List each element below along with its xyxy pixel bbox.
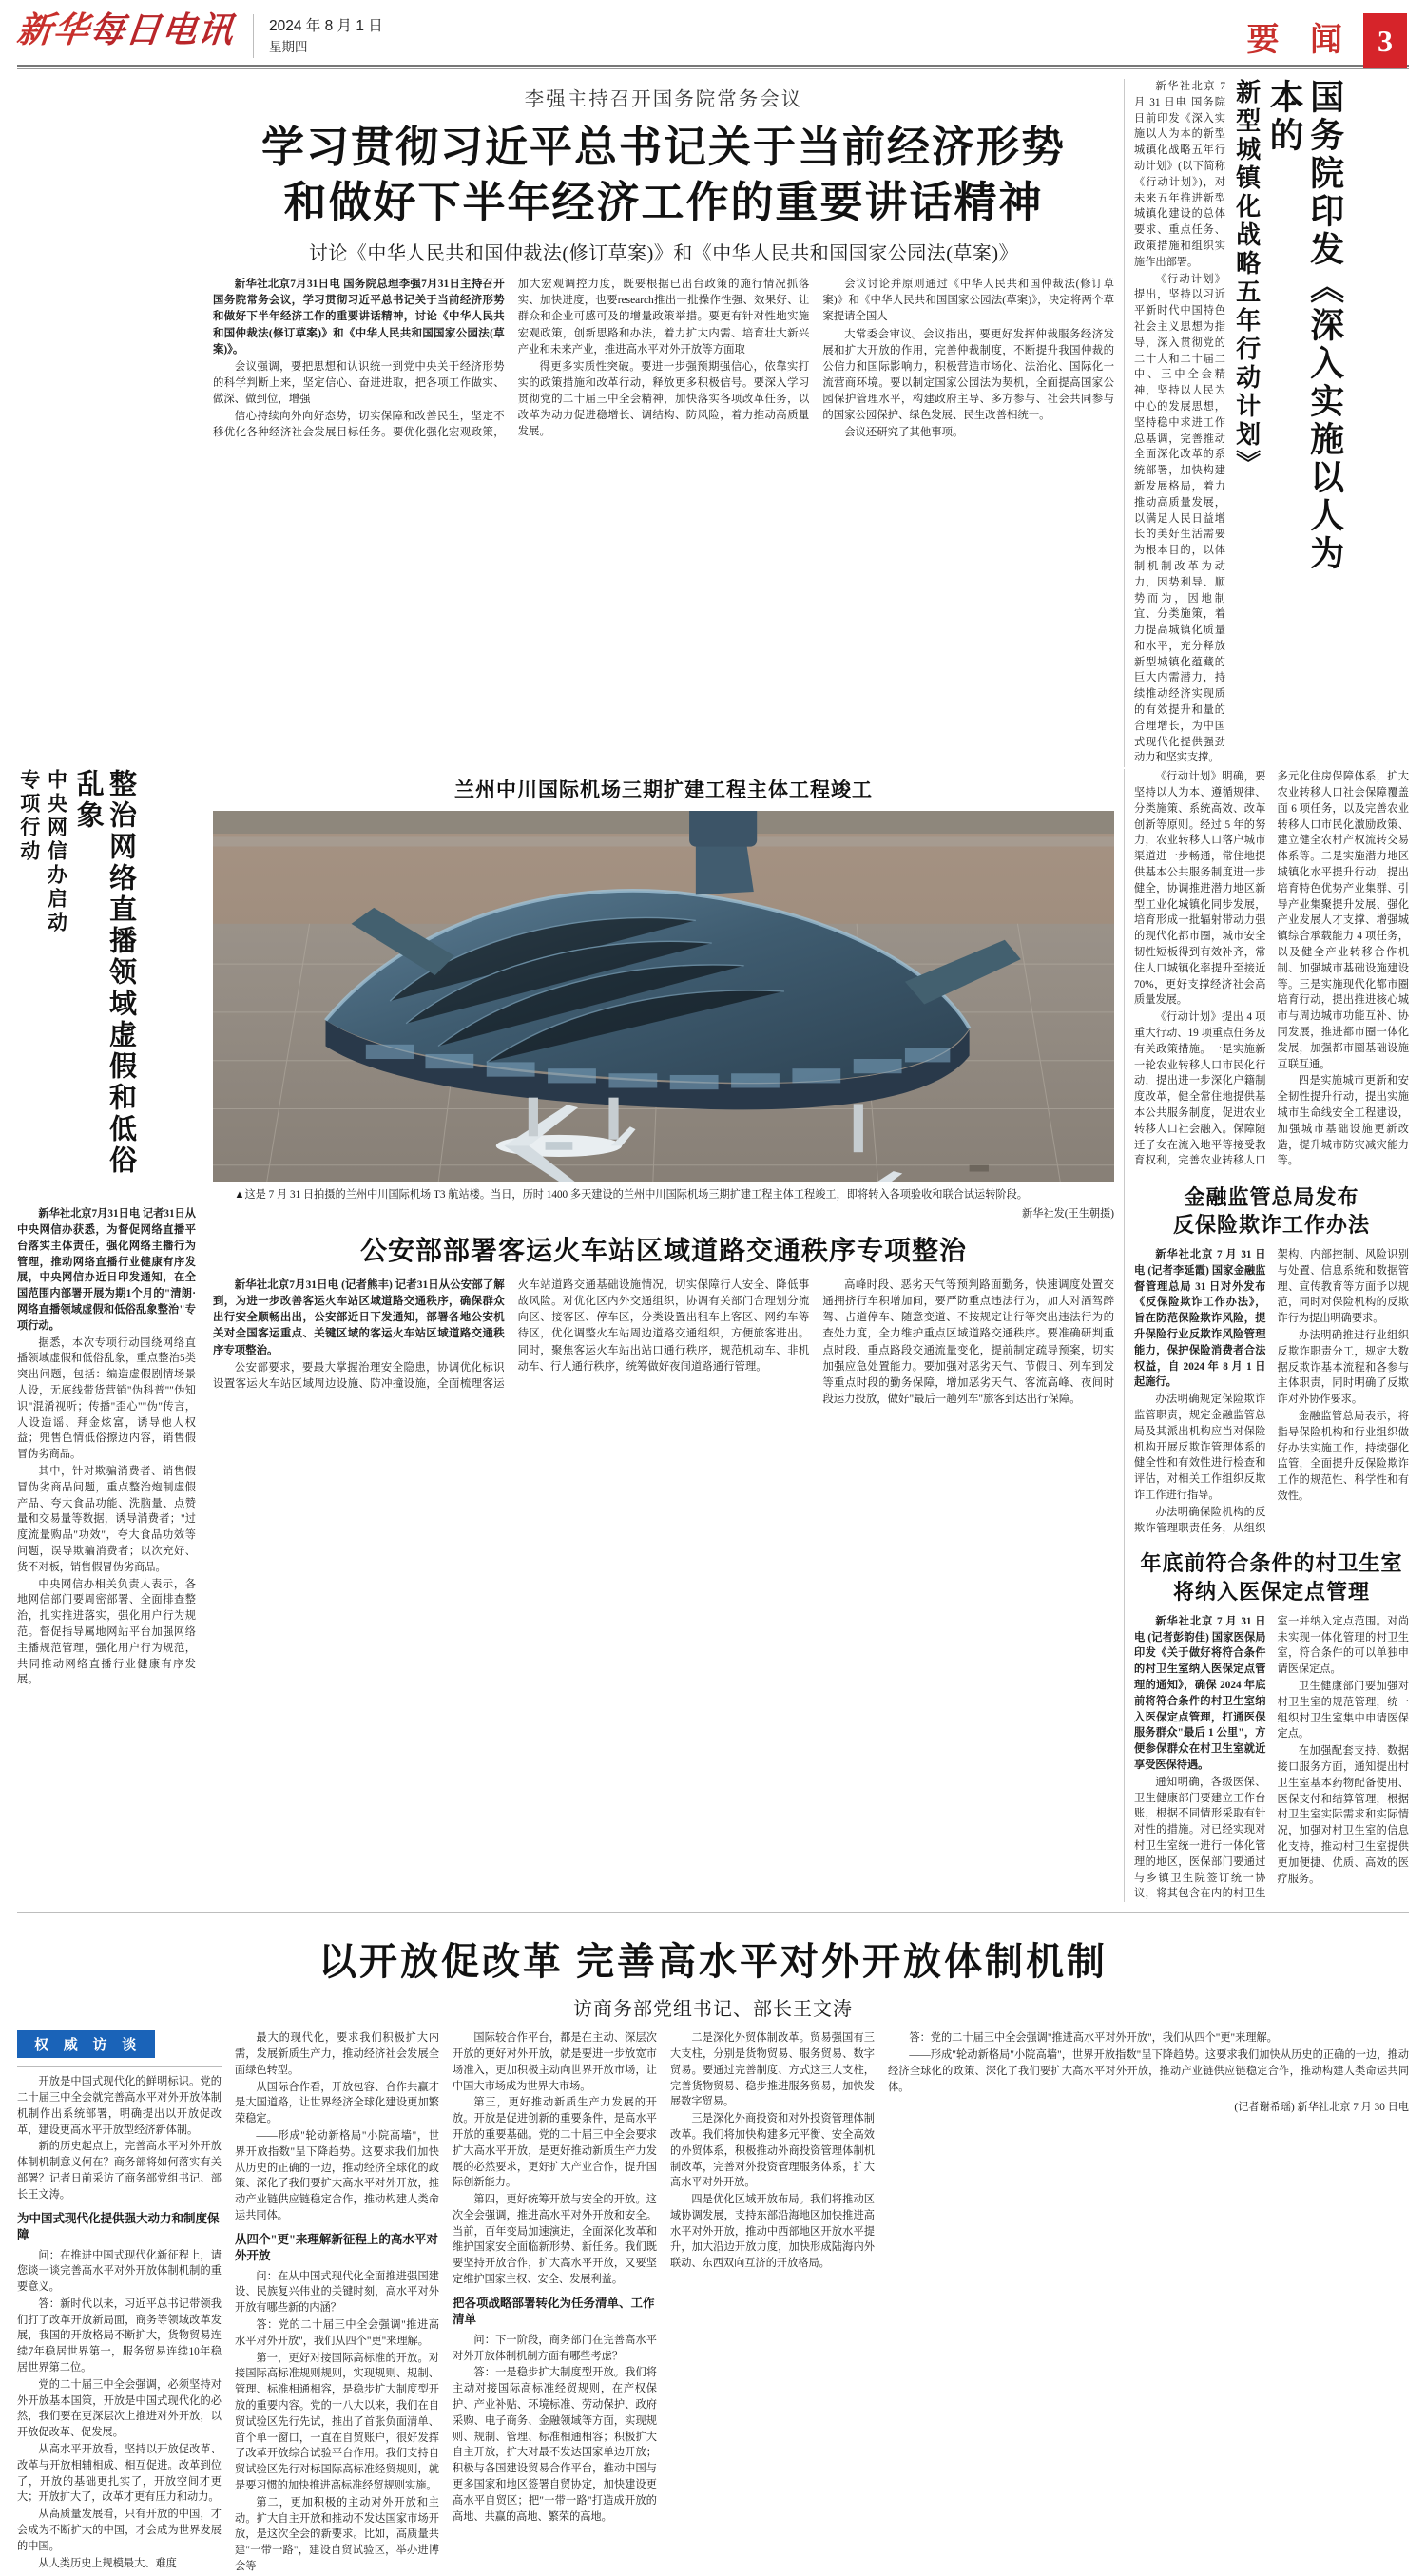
- interview-paragraph: 二是深化外贸体制改革。贸易强国有三大支柱，分别是货物贸易、服务贸易、数字贸易。要通过完善制度、方式这三大支柱，完善货物贸易、稳步推进服务贸易，加快发展数字贸易。: [670, 2032, 875, 2108]
- interview-paragraph: ——形成"轮动新格局"小院高墙"，世界开放指数"呈下降趋势。这要求我们加快从历史的正确的一边，推动经济全球化的政策、深化了我们要扩大高水平对外开放，推动产业链供应链稳定合作，推动构建人类命运共同体。: [235, 2129, 439, 2221]
- interview-paragraph: 问：在从中国式现代化全面推进强国建设、民族复兴伟业的关键时刻，高水平对外开放有哪些新的内涵？: [235, 2270, 439, 2315]
- middle-column: [203, 79, 1124, 767]
- authority-interview-badge: 权 威 访 谈: [17, 2030, 155, 2058]
- interview-paragraph: 从国际合作看，开放包容、合作共赢才是大国道路，让世界经济全球化建设更加繁荣稳定。: [235, 2081, 439, 2125]
- masthead: [14, 0, 1409, 65]
- interview-col5-body: [453, 2030, 657, 2288]
- masthead-rule-thin: [17, 68, 1409, 69]
- left-story-body: [17, 1206, 196, 1688]
- left-vtitle-main: 整治网络直播领域虚假和低俗乱象: [72, 769, 136, 1178]
- interview-paragraph: 三是深化外商投资和对外投资管理体制改革。我们将加快构建多元平衡、安全高效的外贸体系，积极推动外商投资管理体制机制改革，完善对外投资管理服务体系，扩大高水平对外开放。: [670, 2113, 875, 2189]
- left-vertical-titles: [17, 769, 137, 1206]
- police-body: [213, 1278, 1114, 1408]
- health-headline: [1134, 1549, 1409, 1605]
- right-body: [1134, 769, 1409, 1169]
- airport-photo-svg: [213, 811, 1114, 1182]
- photo-title: 兰州中川国际机场三期扩建工程主体工程竣工: [454, 779, 873, 802]
- logo-part2: 每日电讯: [87, 11, 237, 50]
- interview-col-2: [235, 2030, 439, 2576]
- health-paragraph: 卫生健康部门要加强对村卫生室的规范管理，统一组织村卫生室集中申请医保定点。: [1277, 1680, 1409, 1740]
- airport-photo: [213, 811, 1114, 1182]
- interview-paragraph: 问：在推进中国式现代化新征程上，请您谈一谈完善高水平对外开放体制机制的重要意义。: [17, 2249, 222, 2294]
- interview-col-1: [17, 2030, 222, 2576]
- interview-col-last-body: [888, 2030, 1409, 2095]
- finance-body: [1134, 1247, 1409, 1536]
- interview-paragraph: 党的二十届三中全会强调，必须坚持对外开放基本国策，开放是中国式现代化的必然，我们要在更深层次上推进对外开放，以开放促改革、促发展。: [17, 2378, 222, 2439]
- newspaper-logo: [14, 11, 237, 50]
- interview-col4-body: [235, 2269, 439, 2575]
- masthead-divider: [253, 14, 254, 58]
- left-vtitle-label: 专项行动: [17, 769, 41, 865]
- health-headline-line1: 年底前符合条件的村卫生室: [1140, 1551, 1403, 1576]
- interview-paragraph: 最大的现代化，要求我们积极扩大内需，发展新质生产力，推动经济社会发展全面绿色转型。: [235, 2032, 439, 2076]
- publication-date: 2024 年 8 月 1 日: [269, 18, 383, 34]
- finance-paragraph: 新华社北京 7 月 31 日电 (记者李延霞) 国家金融监督管理总局 31 日对外发布《反保险欺诈工作办法》，旨在防范保险欺诈风险，提升保险行业反欺诈风险管理能力，保护保险消费者合法权益，自 2024 年 8 月 1 日起施行。: [1134, 1249, 1266, 1389]
- interview-end-credit: (记者谢希瑶) 新华社北京 7 月 30 日电: [1234, 2102, 1409, 2114]
- interview-paragraph: 从高水平开放看，坚持以开放促改革、改革与开放相辅相成、相互促进。改革到位了，开放的基础更扎实了，开放空间才更大；开放扩大了，改革才更有压力和动力。: [17, 2444, 222, 2504]
- right-top-block: [1134, 79, 1409, 767]
- interview-paragraph: 国际较合作平台，都是在主动、深层次开放的更好对外开放，就是要进一步放宽市场准入，更加积极主动向世界开放市场，让中国大市场成为世界大市场。: [453, 2032, 657, 2092]
- interview-paragraph: 四是优化区域开放布局。我们将推动区域协调发展，支持东部沿海地区加快推进高水平对外开放，推动中西部地区开放水平提升，加大沿边开放力度，加快形成陆海内外联动、东西双向互济的开放格局。: [670, 2194, 875, 2270]
- lead-paragraph: 大常委会审议。会议指出，要更好发挥仲裁服务经济发展和扩大开放的作用，完善仲裁制度，不断提升我国仲裁的公信力和国际影响力，积极营造市场化、法治化、国际化一流营商环境。要以制定国家公园法为契机，全面提高国家公园保护管理水平，构建政府主导、多方参与、社会共同参与的国家公园保护、绿色发展、民生改善相统一。: [822, 328, 1114, 422]
- top-grid: [17, 79, 1409, 767]
- health-paragraph: 通知明确，各级医保、卫生健康部门要建立工作台账，根据不同情形采取有针对性的措施。对已经实现对村卫生室统一进行一体化管理的地区，医保部门要通过与乡镇卫生院签订统一协议，将其包含在内的村卫生室一并纳入定点范围。对尚未实现一体化管理的村卫生室，符合条件的可以单独申请医保定点。: [1134, 1615, 1409, 1900]
- lead-paragraph: 会议强调，要把思想和认识统一到党中央关于经济形势的科学判断上来，坚定信心、奋进进取，把各项工作做实、做深、做到位，增强: [213, 360, 505, 405]
- lead-headline-line1: 学习贯彻习近平总书记关于当前经济形势: [260, 124, 1066, 171]
- interview-col-4: [670, 2030, 875, 2576]
- lead-kicker: 李强主持召开国务院常务会议: [524, 88, 803, 110]
- interview-col3-body: [235, 2030, 439, 2224]
- left-story-paragraph: 其中，针对欺骗消费者、销售假冒伪劣商品问题，重点整治炮制虚假产品、夸大食品功能、洗脑量、点赞量和交易量等数据，诱导消费者；"过度流量购品"功效"，夸大食品功效等问题，误导欺骗消费者；以次充好、货不对板，销售假冒伪劣商品。: [17, 1466, 196, 1573]
- page-number-badge: 3: [1363, 13, 1407, 68]
- photo-story: [203, 769, 1124, 1902]
- right-intro-text: [1134, 79, 1225, 767]
- lead-paragraph: 得更多实质性突破。要进一步强预期强信心，依靠实打实的政策措施和改革行动，释放更多积极信号。要深入学习贯彻党的二十届三中全会精神，加快落实各项改革任务，以改革为动力促进稳增长、调结构、防风险，着力推动高质量发展。: [517, 360, 810, 438]
- interview-col6-body: [453, 2333, 657, 2526]
- finance-headline: [1134, 1183, 1409, 1240]
- health-body: [1134, 1614, 1409, 1902]
- police-paragraph: 新华社北京7月31日电 (记者熊丰) 记者31日从公安部了解到，为进一步改善客运火车站区域道路交通秩序，确保群众出行安全顺畅出出，公安部近日下发通知，部署各地公安机关对全国客运重点、关键区域的客运火车站区域道路交通秩序专项整治。: [213, 1279, 505, 1356]
- interview-paragraph: 答：新时代以来，习近平总书记带领我们打了改革开放新局面，商务等领域改革发展，我国的开放格局不断扩大，货物贸易连续7年稳居世界第一，服务贸易连续10年稳居世界第二位。: [17, 2297, 222, 2374]
- logo-part1: 新华: [14, 11, 92, 50]
- interview-paragraph: 从人类历史上规模最大、难度: [38, 2557, 177, 2569]
- right-vtitle-2: 新型城镇化战略五年行动计划》: [1232, 79, 1261, 478]
- right-paragraph: 四是实施城市更新和安全韧性提升行动，提出实施城市生命线安全工程建设，加强城市基础设施更新改造，提升城市防灾减灾能力等。: [1277, 1075, 1409, 1167]
- police-headline: 公安部部署客运火车站区域道路交通秩序专项整治: [359, 1237, 967, 1267]
- interview-col-5: [888, 2030, 1409, 2576]
- left-story: [17, 769, 203, 1902]
- interview-paragraph: 第二，更加积极的主动对外开放和主动。扩大自主开放和推动不发达国家市场开放，是这次全会的新要求。比如，高质量共建"一带一路"，建设自贸试验区，举办进博会等: [235, 2496, 439, 2573]
- left-story-paragraph: 中央网信办相关负责人表示，各地网信部门要周密部署、全面排查整治，扎实推进落实，强化用户行为规范。督促指导属地网站平台加强网络主播规范管理，强化用户行为规范，共同推动网络直播行业健康有序发展。: [17, 1578, 196, 1686]
- lead-subhead: 讨论《中华人民共和国仲裁法(修订草案)》和《中华人民共和国国家公园法(草案)》: [308, 243, 1019, 265]
- interview-paragraph: 问：下一阶段，商务部门在完善高水平对外开放体制机制方面有哪些考虑？: [453, 2334, 657, 2362]
- lead-paragraph: 会议讨论并原则通过《中华人民共和国仲裁法(修订草案)》和《中华人民共和国国家公园法(草案)》，决定将两个草案提请全国人: [822, 279, 1114, 323]
- police-paragraph: 高峰时段、恶劣天气等预判路面勤务，快速调度处置交通拥挤行车积增加间，要严防重点违法行为，加大对酒驾醉驾、占道停车、随意变道、不按规定让行等突出违法行为的查处力度，全力维护重点区域道路交通秩序。要准确研判重点时段、重点路段交通流量变化，提前制定疏导预案，切实加强应急处置能力。要加强对恶劣天气、节假日、列车到发等重点时段的勤务保障，增加恶劣天气、客流高峰、夜间时段运力投放，做好"最后一趟列车"旅客到达出行保障。: [822, 1279, 1114, 1405]
- interview-col4-heading: 从四个"更"来理解新征程上的高水平对外开放: [235, 2232, 438, 2263]
- lead-paragraph: 会议还研究了其他事项。: [844, 427, 964, 439]
- interview-section: [17, 1912, 1409, 2576]
- middle-band: [17, 769, 1409, 1902]
- left-vtitle-sub: 中央网信办启动: [45, 769, 68, 936]
- publication-weekday: 星期四: [269, 40, 308, 55]
- photo-credit: 新华社发(王生朝摄): [1022, 1208, 1114, 1221]
- interview-paragraph: ——形成"轮动新格局"小院高墙"，世界开放指数"呈下降趋势。这要求我们加快从历史的正确的一边，推动经济全球化的政策、深化了我们要扩大高水平对外开放，推动产业链供应链稳定合作，推动构建人类命运共同体。: [888, 2048, 1409, 2093]
- lead-headline-line2: 和做好下半年经济工作的重要讲话精神: [283, 178, 1044, 226]
- police-paragraph: 公安部要求，要最大掌握治理安全隐患，协调优化标识设置客运火车站区域周边设施、防冲撞设施，全面梳理客运火车站道路交通基础设施情况，切实保障行人安全、降低事故风险。对优化区内外交通组织，协调有关部门合理划分流向区、接客区、停车区，分类设置出租车上客区、网约车等待区，优化调整火车站周边道路交通组织，方便旅客进出。同时，聚焦客运火车站出站口通行秩序，规范机动车、非机动车、行人通行秩序，统筹做好夜间道路通行管理。: [213, 1279, 810, 1390]
- section-indicator: [1247, 13, 1410, 68]
- interview-grid: [17, 2030, 1409, 2576]
- interview-paragraph: 第四，更好统筹开放与安全的开放。这次全会强调，推进高水平对外开放和安全。当前，百年变局加速演进，全面深化改革和维护国家安全面临新形势、新任务。我们既要坚持开放合作，扩大高水平开放，又要坚定维护国家主权、安全、发展利益。: [453, 2194, 657, 2286]
- interview-paragraph: 第三，更好推动新质生产力发展的开放。开放是促进创新的重要条件，是高水平开放的重要基础。党的二十届三中全会要求扩大高水平开放，是更好推动新质生产力发展的必然要求，更好扩大产业合作，提升国际创新能力。: [453, 2097, 657, 2189]
- right-vertical-headline: [1231, 79, 1345, 573]
- interview-paragraph: 答：一是稳步扩大制度型开放。我们将主动对接国际高标准经贸规则，在产权保护、产业补贴、环境标准、劳动保护、政府采购、电子商务、金融领域等方面，实现规则、规制、管理、标准相通相容；积极扩大自主开放，扩大对最不发达国家单边开放；积极与各国建设贸易合作平台，推动中国与更多国家和地区签署自贸协定，加快建设更高水平自贸区；把"一带一路"打造成开放的高地、共赢的高地、繁荣的高地。: [453, 2367, 657, 2523]
- interview-paragraph: 答：党的二十届三中全会强调"推进高水平对外开放"，我们从四个"更"来理解。: [909, 2032, 1278, 2045]
- right-paragraph: 《行动计划》明确，要坚持以人为本、遵循规律、分类施策、系统高效、改革创新等原则。经过 5 年的努力，农业转移人口落户城市渠道进一步畅通，常住地提供基本公共服务制度进一步健全，协调推进潜力地区新型工业化城镇化同步发展，培育形成一批辐射带动力强的现代化都市圈，城市安全韧性短板得到有效补齐，常住人口城镇化率提升至接近 70%，更好支撑经济社会高质量发展。: [1134, 771, 1266, 1007]
- health-paragraph: 新华社北京 7 月 31 日电 (记者彭韵佳) 国家医保局印发《关于做好将符合条件的村卫生室纳入医保定点管理的通知》，确保 2024 年底前将符合条件的村卫生室纳入医保定点管理，打通医保服务群众"最后 1 公里"，方便参保群众在村卫生室就近享受医保待遇。: [1134, 1615, 1266, 1771]
- finance-paragraph: 金融监管总局表示，将指导保险机构和行业组织做好办法实施工作，持续强化监管，全面提升反保险欺诈工作的规范性、科学性和有效性。: [1277, 1411, 1409, 1503]
- finance-headline-line2: 反保险欺诈工作办法: [1172, 1213, 1370, 1238]
- lead-paragraph: 信心持续向外向好态势，切实保障和改善民生，坚定不移优化各种经济社会发展目标任务。要优化强化宏观政策，加大宏观调控力度，既要根据已出台政策的施行情况抓落实、加快进度，也要research推出一批操作性强、效果好、让群众和企业可感可及的增量政策举措。要更有针对性地实施宏观政策，创新思路和办法，着力扩大内需、培育壮大新兴产业和未来产业，推进高水平对外开放等方面取: [213, 279, 810, 439]
- finance-paragraph: 办法明确规定保险欺诈监管职责，规定金融监管总局及其派出机构应当对保险机构开展反欺诈管理体系的健全性和有效性进行检查和评估，对相关工作组织反欺诈工作进行指导。: [1134, 1394, 1266, 1502]
- right-intro-paragraph: 《行动计划》提出，坚持以习近平新时代中国特色社会主义思想为指导，深入贯彻党的二十大和二十届二中、三中全会精神，坚持以人民为中心的发展思想，坚持稳中求进工作总基调，完善推动全面深化改革的系统部署，加快构建新发展格局，着力推动高质量发展，以满足人民日益增长的美好生活需要为根本目的，以体制机制改革为动力，因势利导、顺势而为，因地制宜、分类施策，着力提高城镇化质量和水平，充分释放新型城镇化蕴藏的巨大内需潜力，持续推动经济实现质的有效提升和量的合理增长，为中国式现代化提供强劲动力和坚实支撑。: [1134, 273, 1225, 764]
- publication-date-block: [269, 13, 383, 58]
- interview-subhead: 访商务部党组书记、部长王文涛: [573, 1999, 853, 2021]
- lead-paragraph: 新华社北京7月31日电 国务院总理李强7月31日主持召开国务院常务会议，学习贯彻习近平总书记关于当前经济形势和做好下半年经济工作的重要讲话精神，讨论《中华人民共和国仲裁法(修订草案)》和《中华人民共和国国家公园法(草案)》。: [213, 279, 505, 356]
- finance-headline-line1: 金融监管总局发布: [1184, 1184, 1359, 1209]
- interview-headline: 以开放促改革 完善高水平对外开放体制机制: [318, 1940, 1108, 1984]
- health-paragraph: 在加强配套支持、数据接口服务方面，通知提出村卫生室基本药物配备使用、医保支付和结算管理，根据村卫生室实际需求和实际情况，加强对村卫生室的信息化支持，推动村卫生室提供更加便捷、优质、高效的医疗服务。: [1277, 1745, 1409, 1885]
- badge-row: [17, 2030, 222, 2067]
- right-column: [1124, 79, 1409, 767]
- right-vtitle-1: 国务院印发《深入实施以人为本的: [1265, 79, 1344, 573]
- right-intro-paragraph: 新华社北京 7 月 31 日电 国务院日前印发《深入实施以人为本的新型城镇化战略五年行动计划》(以下简称《行动计划》)，对未来五年推进新型城镇化建设的总体要求、重点任务、政策措施和组织实施作出部署。: [1134, 81, 1225, 268]
- interview-col2-body: [17, 2248, 222, 2572]
- interview-paragraph: 第一，更好对接国际高标准的开放。对接国际高标准规则规则，实现规则、规制、管理、标准相通相容，是稳步扩大制度型开放的重要内容。党的十八大以来，我们在自贸试验区先行先试，推出了首张负面清单、首个单一窗口，一直在自贸账户，很好发挥了改革开放综合试验平台作用。我们支持自贸试验区先行对标国际高标准经贸规则，就是要习惯的加快推进高标准经贸规则实施。: [235, 2352, 439, 2492]
- interview-col6-heading: 把各项战略部署转化为任务清单、工作清单: [453, 2296, 655, 2327]
- logo-text: [15, 13, 236, 48]
- interview-paragraph: 开放是中国式现代化的鲜明标识。党的二十届三中全会就完善高水平对外开放体制机制作出系统部署，明确提出以开放促改革，建设更高水平开放型经济新体制。: [17, 2076, 222, 2136]
- interview-col-3: [453, 2030, 657, 2576]
- photo-caption: ▲这是 7 月 31 日拍摄的兰州中川国际机场 T3 航站楼。当日，历时 1400 多天建设的兰州中川国际机场三期扩建工程主体工程竣工，即将转入各项验收和联合试运转阶段。: [234, 1189, 1028, 1201]
- masthead-rule: [17, 65, 1409, 67]
- left-story-head: [17, 769, 196, 1206]
- interview-paragraph: 答：党的二十届三中全会强调"推进高水平对外开放"，我们从四个"更"来理解。: [235, 2319, 439, 2347]
- left-column-top: [17, 79, 203, 767]
- interview-paragraph: 从高质量发展看，只有开放的中国，才会成为不断扩大的中国，才会成为世界发展的中国。: [17, 2509, 222, 2552]
- health-headline-line2: 将纳入医保定点管理: [1172, 1580, 1370, 1605]
- left-story-paragraph: 据悉，本次专项行动围绕网络直播领域虚假和低俗乱象，重点整治5类突出问题，包括：编造虚假剧情场景人设，无底线带货营销"伪科普""伪知识"混淆视听；传播"歪心""伪"传言，人设造谣、拜金炫富，诱导他人权益；兜售色情低俗擦边内容，销售假冒伪劣商品。: [17, 1336, 196, 1461]
- finance-paragraph: 办法明确保险机构的反欺诈管理职责任务，从组织架构、内部控制、风险识别与处置、信息系统和数据管理、宣传教育等方面予以规范，同时对保险机构的反欺诈行为提出明确要求。: [1134, 1249, 1409, 1534]
- finance-paragraph: 办法明确推进行业组织反欺诈职责分工，规定大数据反欺诈基本流程和各参与主体职责，同时明确了反欺诈对外协作要求。: [1277, 1330, 1409, 1406]
- lead-headline: [213, 121, 1114, 230]
- right-paragraph: 《行动计划》提出 4 项重大行动、19 项重点任务及有关政策措施。一是实施新一轮农业转移人口市民化行动，提出进一步深化户籍制度改革，健全常住地提供基本公共服务制度，促进农业转移人口社会融入。保障随迁子女在流入地平等接受教育权利，完善农业转移人口多元化住房保障体系，扩大农业转移人口社会保障覆盖面 6 项任务，以及完善农业转移人口市民化激励政策、建立健全农村产权流转交易体系等。二是实施潜力地区城镇化水平提升行动，提出培育特色优势产业集群、引导产业集聚提升发展、强化产业发展人才支撑、增强城镇综合承载能力 4 项任务，以及健全产业转移合作机制、加强城市基础设施建设等。三是实施现代化都市圈培育行动，提出推进核心城市与周边城市功能互补、协同发展，推进都市圈一体化发展，加强都市圈基础设施互联互通。: [1134, 771, 1409, 1167]
- section-title: 要 闻: [1246, 23, 1354, 58]
- interview-col6-body-cont: [670, 2030, 875, 2272]
- right-column-continued: [1124, 769, 1409, 1902]
- lead-body: [213, 277, 1114, 441]
- interview-col1-body: [17, 2074, 222, 2202]
- interview-paragraph: 新的历史起点上，完善高水平对外开放体制机制意义何在？商务部将如何落实有关部署？记者日前采访了商务部党组书记、部长王文涛。: [17, 2141, 222, 2201]
- interview-col2-heading: 为中国式现代化提供强大动力和制度保障: [17, 2211, 220, 2241]
- left-story-paragraph: 新华社北京7月31日电 记者31日从中央网信办获悉，为督促网络直播平台落实主体责任，强化网络主播行为管理，推动网络直播行业健康有序发展，中央网信办近日印发通知，在全国范围内部署开展为期1个月的"清朗·网络直播领域虚假和低俗乱象整治"专项行动。: [17, 1208, 196, 1332]
